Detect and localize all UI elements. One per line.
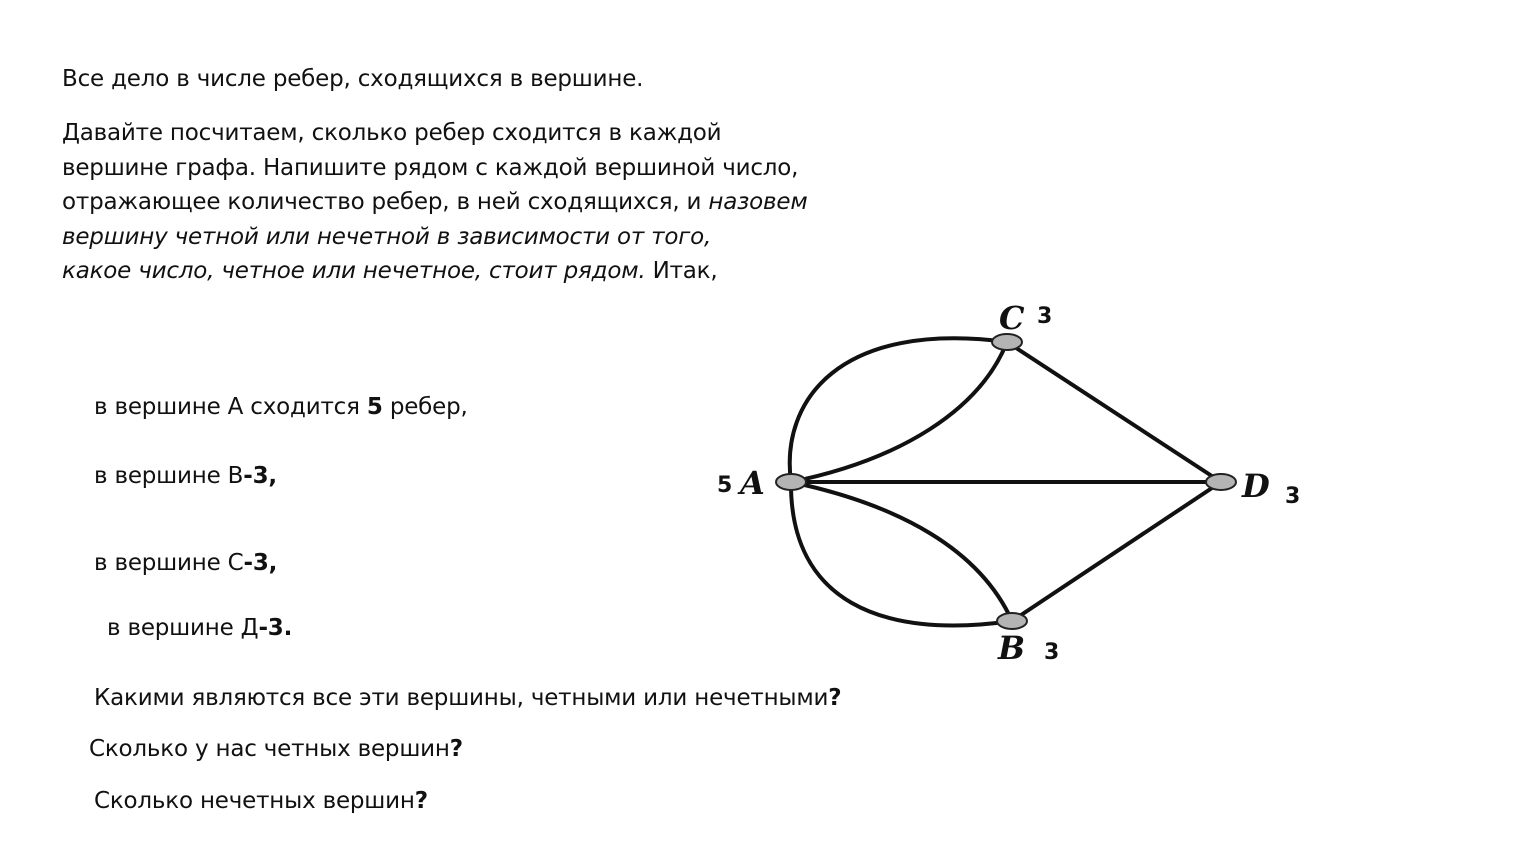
vertex-d (1206, 474, 1236, 490)
vertex-label-a: A (740, 464, 765, 502)
paragraph-line-3-italic: назовем (708, 189, 808, 215)
vertex-degree-a: 5 (717, 473, 733, 498)
count-b-prefix: в вершине В (94, 463, 244, 489)
question-parity-text: Какими являются все эти вершины, четными или нечетными (94, 685, 829, 711)
question-even-count-mark: ? (449, 736, 463, 762)
paragraph-line-5-italic: какое число, четное или нечетное, стоит рядом. (62, 258, 646, 284)
vertex-degree-c: 3 (1037, 304, 1053, 329)
paragraph-line-4: вершину четной или нечетной в зависимости от того, (62, 223, 712, 250)
edge-a-c-outer (790, 338, 1007, 482)
count-a-suffix: ребер, (382, 394, 468, 420)
vertex-degree-b: 3 (1044, 640, 1060, 665)
vertex-label-b: B (998, 629, 1026, 667)
edge-a-b-outer (791, 482, 1012, 626)
edge-a-b-inner (791, 482, 1012, 621)
count-d-prefix: в вершине Д (107, 615, 259, 641)
count-c-value: -3, (243, 550, 278, 576)
question-even-count-text: Сколько у нас четных вершин (89, 736, 450, 762)
vertex-label-c: C (999, 299, 1025, 337)
graph-edges (790, 338, 1221, 625)
question-odd-count-text: Сколько нечетных вершин (94, 788, 415, 814)
paragraph-line-2: вершине графа. Напишите рядом с каждой вершиной число, (62, 154, 799, 181)
question-odd-count-mark: ? (414, 788, 428, 814)
question-parity-mark: ? (828, 685, 842, 711)
edge-a-c-inner (791, 342, 1007, 482)
intro-line: Все дело в числе ребер, сходящихся в вершине. (62, 66, 644, 92)
count-d-value: -3. (258, 615, 293, 641)
paragraph-line-5-plain: Итак, (645, 258, 718, 284)
count-b-value: -3, (243, 463, 277, 489)
vertex-b (997, 613, 1027, 629)
vertex-label-d: D (1242, 467, 1270, 505)
vertex-a (776, 474, 806, 490)
count-a-value: 5 (366, 394, 383, 420)
count-c-prefix: в вершине С (94, 550, 244, 576)
edge-b-d (1012, 482, 1221, 621)
vertex-degree-d: 3 (1285, 484, 1301, 509)
paragraph-line-3-plain: отражающее количество ребер, в ней сходящихся, и (62, 189, 709, 215)
edge-c-d (1007, 342, 1221, 482)
paragraph-line-1: Давайте посчитаем, сколько ребер сходится в каждой (62, 120, 722, 146)
count-a-prefix: в вершине А сходится (94, 394, 367, 420)
